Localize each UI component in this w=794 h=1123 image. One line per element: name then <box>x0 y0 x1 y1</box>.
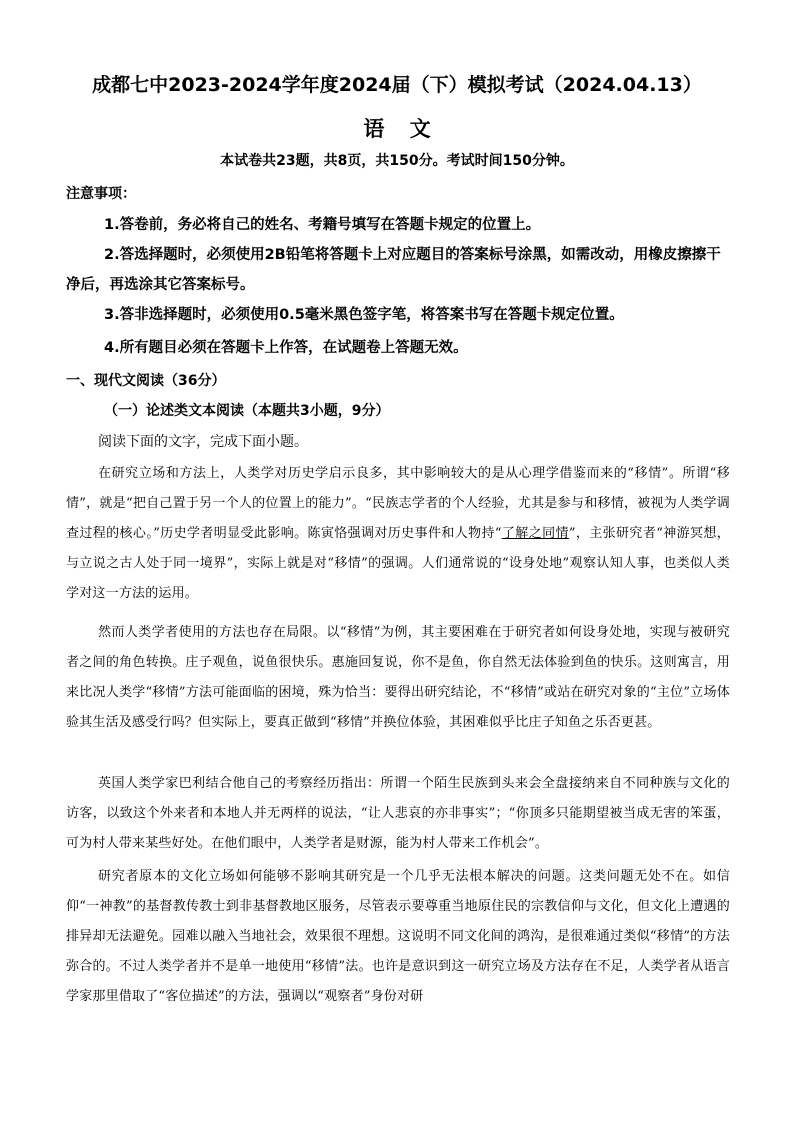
section-heading: 一、现代文阅读（36分） <box>66 373 226 389</box>
paragraph-1-text-start: 在研究立场和方法上，人类学对历史学启示良多，其中影响较大的是从心理学借鉴而来的“移情”。所谓“移情”，就是“把自己置于另一个人的位置上的能力”。“民族志学者的个人经验，尤其是参与和移情，被视为人类学调查过程的核心。”历史学者明显受此影响。陈寅恪强调对历史事件和人物持“ <box>66 466 730 541</box>
notice-item-4: 4.所有题目必须在答题卡上作答，在试题卷上答题无效。 <box>104 340 468 356</box>
reading-instruction: 阅读下面的文字，完成下面小题。 <box>98 434 308 450</box>
notice-item-1: 1.答卷前，务必将自己的姓名、考籍号填写在答题卡规定的位置上。 <box>104 217 541 233</box>
passage-paragraph-1 <box>66 459 730 609</box>
passage-paragraph-4: 研究者原本的文化立场如何能够不影响其研究是一个几乎无法根本解决的问题。这类问题无处不在。如信仰“一神教”的基督教传教士到非基督教地区服务，尽管表示要尊重当地原住民的宗教信仰与文化，但文化上遭遇的排异却无法避免。园难以融入当地社会，效果很不理想。这说明不同文化间的鸿沟，是很难通过类似“移情”的方法弥合的。不过人类学者并不是单一地使用“移情”法。也许是意识到这一研究立场及方法存在不足，人类学者从语言学家那里借取了“客位描述”的方法，强调以“观察者”身份对研 <box>66 869 730 1004</box>
notice-item-2: 2.答选择题时，必须使用2B铅笔将答题卡上对应题目的答案标号涂黑，如需改动，用橡皮擦擦干净后，再选涂其它答案标号。 <box>66 247 721 293</box>
subject-title: 语 文 <box>363 117 431 141</box>
subsection-heading: （一）论述类文本阅读（本题共3小题，9分） <box>104 403 390 419</box>
notice-item-3: 3.答非选择题时，必须使用0.5毫米黑色签字笔，将答案书写在答题卡规定位置。 <box>104 307 624 323</box>
exam-summary: 本试卷共23题，共8页，共150分。考试时间150分钟。 <box>220 153 574 169</box>
notice-heading: 注意事项： <box>66 186 136 202</box>
passage-paragraph-3: 英国人类学家巴利结合他自己的考察经历指出：所谓一个陌生民族到头来会全盘接纳来自不同种族与文化的访客，以致这个外来者和本地人并无两样的说法，“让人悲哀的亦非事实”；“你顶多只能期望被当成无害的笨蛋，可为村人带来某些好处。在他们眼中，人类学者是财源，能为村人带来工作机会”。 <box>66 776 730 851</box>
exam-title: 成都七中2023-2024学年度2024届（下）模拟考试（2024.04.13） <box>92 74 702 96</box>
paragraph-1-text-end: ”，主张研究者“神游冥想，与立说之古人处于同一境界”，实际上就是对“移情”的强调。人们通常说的“设身处地”观察认知人事，也类似人类学对这一方法的运用。 <box>66 526 730 601</box>
passage-paragraph-2: 然而人类学者使用的方法也存在局限。以“移情”为例，其主要困难在于研究者如何设身处地，实现与被研究者之间的角色转换。庄子观鱼，说鱼很快乐。惠施回复说，你不是鱼，你自然无法体验到鱼的快乐。这则寓言，用来比况人类学“移情”方法可能面临的困境，殊为恰当：要得出研究结论，不“移情”或站在研究对象的“主位”立场体验其生活及感受行吗？但实际上，要真正做到“移情”并换位体验，其困难似乎比庄子知鱼之乐否更甚。 <box>66 625 730 730</box>
underlined-phrase: 了解之同情 <box>501 526 569 541</box>
